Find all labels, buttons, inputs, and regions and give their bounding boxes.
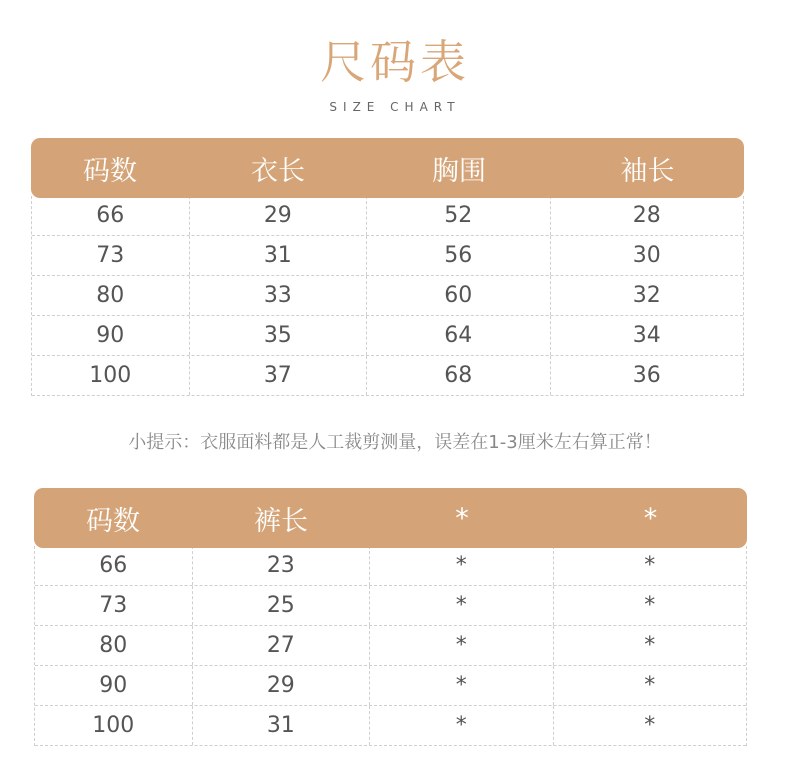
table-cell: 36 — [632, 363, 661, 388]
table-cell: 32 — [632, 283, 661, 308]
page-subtitle: SIZE CHART — [329, 100, 461, 114]
table-cell: 73 — [32, 236, 190, 275]
table-row — [32, 276, 743, 316]
header-cell: * — [455, 502, 469, 534]
table-cell: * — [644, 673, 656, 698]
table-cell: 66 — [32, 196, 190, 235]
top-size-table — [31, 138, 744, 396]
table-cell: * — [370, 546, 553, 585]
table-row — [32, 316, 743, 356]
page-title: 尺码表 — [320, 35, 470, 89]
table-cell: 56 — [367, 236, 550, 275]
table-row — [35, 666, 746, 706]
table-cell: 27 — [193, 626, 371, 665]
measurement-tip: 小提示：衣服面料都是人工裁剪测量，误差在1-3厘米左右算正常！ — [128, 432, 662, 453]
table-body — [31, 196, 744, 396]
table-header — [31, 138, 744, 198]
table-row — [35, 706, 746, 746]
table-cell: 64 — [367, 316, 550, 355]
table-row — [35, 586, 746, 626]
table-cell: 60 — [367, 276, 550, 315]
table-cell: * — [370, 626, 553, 665]
table-row — [32, 196, 743, 236]
table-body — [34, 546, 747, 746]
header-cell: 衣长 — [251, 155, 305, 187]
table-cell: 100 — [32, 356, 190, 395]
header-cell: 码数 — [86, 505, 140, 537]
table-cell: * — [644, 633, 656, 658]
table-cell: 29 — [193, 666, 371, 705]
table-cell: 90 — [35, 666, 193, 705]
table-cell: 80 — [32, 276, 190, 315]
table-cell: 23 — [193, 546, 371, 585]
table-cell: 68 — [367, 356, 550, 395]
table-cell: 33 — [190, 276, 368, 315]
table-cell: 30 — [632, 243, 661, 268]
table-cell: 31 — [190, 236, 368, 275]
header-cell: * — [643, 502, 658, 534]
table-cell: * — [644, 713, 656, 738]
pants-size-table — [34, 488, 747, 746]
table-row — [32, 356, 743, 396]
table-cell: 28 — [632, 203, 661, 228]
table-cell: 90 — [32, 316, 190, 355]
table-row — [35, 546, 746, 586]
table-cell: 34 — [632, 323, 661, 348]
table-cell: * — [370, 666, 553, 705]
table-cell: * — [370, 706, 553, 745]
table-cell: 66 — [35, 546, 193, 585]
header-cell: 胸围 — [432, 155, 486, 187]
table-cell: * — [370, 586, 553, 625]
header-cell: 袖长 — [620, 155, 675, 187]
table-cell: 80 — [35, 626, 193, 665]
table-cell: * — [644, 593, 656, 618]
table-cell: 31 — [193, 706, 371, 745]
table-row — [35, 626, 746, 666]
table-cell: 100 — [35, 706, 193, 745]
table-cell: 25 — [193, 586, 371, 625]
table-cell: * — [644, 553, 656, 578]
table-cell: 29 — [190, 196, 368, 235]
header-cell: 码数 — [83, 155, 137, 187]
table-cell: 73 — [35, 586, 193, 625]
header-cell: 裤长 — [254, 505, 308, 537]
table-cell: 37 — [190, 356, 368, 395]
table-cell: 52 — [367, 196, 550, 235]
table-header — [34, 488, 747, 548]
table-cell: 35 — [190, 316, 368, 355]
table-row — [32, 236, 743, 276]
